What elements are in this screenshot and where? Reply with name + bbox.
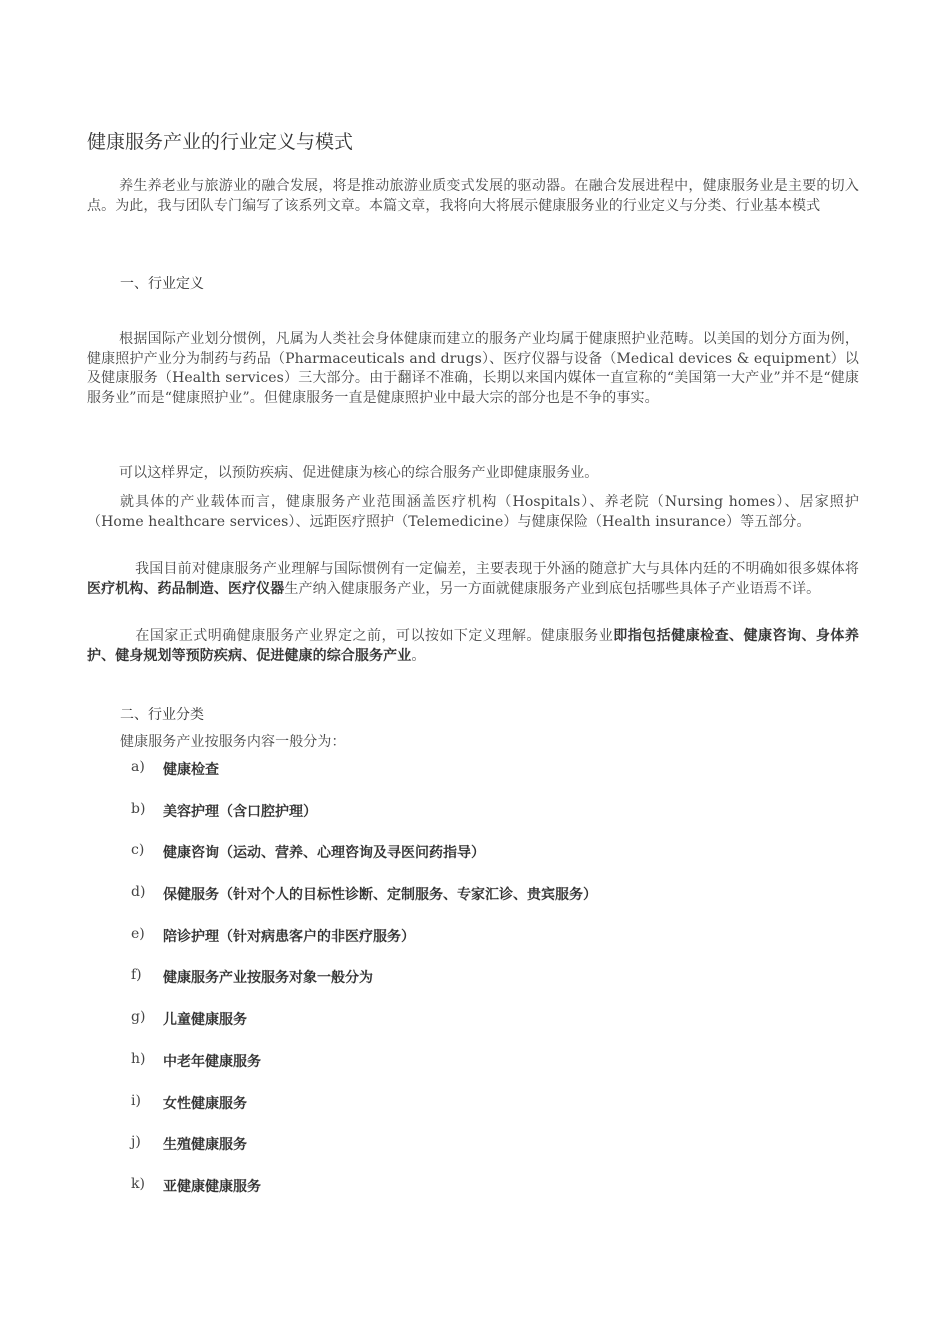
list-item-text: 女性健康服务 bbox=[163, 1095, 247, 1112]
list-marker: i) bbox=[131, 1092, 141, 1109]
list-item bbox=[131, 1134, 597, 1176]
classification-list bbox=[131, 759, 597, 1218]
definition-text-5a: 在国家正式明确健康服务产业界定之前，可以按如下定义理解。健康服务业 bbox=[135, 628, 614, 644]
list-item-text: 生殖健康服务 bbox=[163, 1137, 247, 1154]
list-marker: f) bbox=[131, 967, 142, 984]
definition-text-4c: 生产纳入健康服务产业，另一方面就健康服务产业到底包括哪些具体子产业语焉不详。 bbox=[284, 580, 821, 597]
list-item bbox=[131, 1093, 597, 1135]
list-item-text: 亚健康健康服务 bbox=[163, 1178, 261, 1195]
list-item-text: 美容护理（含口腔护理） bbox=[163, 803, 317, 820]
list-item bbox=[131, 842, 597, 884]
definition-text-3: 就具体的产业载体而言，健康服务产业范围涵盖医疗机构（Hospitals）、养老院（Nursing homes）、居家照护（Home healthcare services）、远距医疗照护（Telemedicine）与健康保险（Health insurance）等五部分。 bbox=[87, 494, 859, 530]
list-item bbox=[131, 1176, 597, 1218]
list-item bbox=[131, 884, 597, 926]
list-item-text: 儿童健康服务 bbox=[163, 1012, 247, 1029]
list-marker: c) bbox=[131, 842, 145, 859]
list-marker: h) bbox=[131, 1050, 146, 1067]
definition-text-4a: 我国目前对健康服务产业理解与国际惯例有一定偏差，主要表现于外涵的随意扩大与具体内廷的不明确如很多媒体将 bbox=[135, 561, 859, 577]
list-item bbox=[131, 1051, 597, 1093]
list-item-text: 中老年健康服务 bbox=[163, 1053, 261, 1070]
list-marker: k) bbox=[131, 1175, 145, 1192]
list-item bbox=[131, 801, 597, 843]
list-marker: j) bbox=[131, 1134, 141, 1151]
list-item-text: 健康咨询（运动、营养、心理咨询及寻医问药指导） bbox=[163, 845, 485, 862]
list-marker: a) bbox=[131, 759, 145, 775]
section-heading-classification: 二、行业分类 bbox=[120, 707, 204, 723]
definition-text-5c: 。 bbox=[411, 647, 426, 664]
page-title: 健康服务产业的行业定义与模式 bbox=[87, 131, 354, 153]
definition-paragraph-2 bbox=[87, 464, 859, 484]
list-marker: b) bbox=[131, 800, 146, 817]
list-item-text: 健康检查 bbox=[163, 762, 219, 778]
definition-text-5-bold: 即指包括健康检查、健康咨询、身体养护、健身规划等预防疾病、促进健康的综合服务产业 bbox=[87, 628, 859, 664]
definition-paragraph-5 bbox=[87, 627, 859, 666]
definition-text-2: 可以这样界定，以预防疾病、促进健康为核心的综合服务产业即健康服务业。 bbox=[119, 465, 599, 481]
section-heading-definition: 一、行业定义 bbox=[120, 276, 204, 292]
list-item bbox=[131, 759, 597, 801]
list-marker: d) bbox=[131, 884, 146, 901]
list-marker: e) bbox=[131, 925, 145, 942]
definition-paragraph-4 bbox=[87, 560, 859, 599]
list-item bbox=[131, 1009, 597, 1051]
definition-text-1: 根据国际产业划分惯例，凡属为人类社会身体健康而建立的服务产业均属于健康照护业范畴。以美国的划分方面为例，健康照护产业分为制药与药品（Pharmaceuticals and drugs）、医疗仪器与设备（Medical devices & equipment）以及健康服务（Health services）三大部分。由于翻译不准确，长期以来国内媒体一直宣称的“美国第一大产业”并不是“健康服务业”而是“健康照护业”。但健康服务一直是健康照护业中最大宗的部分也是不争的事实。 bbox=[87, 331, 859, 406]
list-item bbox=[131, 926, 597, 968]
definition-text-4-bold: 医疗机构、药品制造、医疗仪器 bbox=[87, 580, 285, 597]
classification-lead: 健康服务产业按服务内容一般分为： bbox=[120, 734, 346, 750]
list-item-text: 陪诊护理（针对病患客户的非医疗服务） bbox=[163, 928, 415, 945]
definition-paragraph-1 bbox=[87, 330, 859, 408]
list-item bbox=[131, 967, 597, 1009]
intro-paragraph bbox=[87, 177, 859, 216]
intro-text: 养生养老业与旅游业的融合发展，将是推动旅游业质变式发展的驱动器。在融合发展进程中，健康服务业是主要的切入点。为此，我与团队专门编写了该系列文章。本篇文章，我将向大将展示健康服务业的行业定义与分类、行业基本模式 bbox=[87, 178, 859, 214]
list-item-text: 健康服务产业按服务对象一般分为 bbox=[163, 970, 373, 987]
definition-paragraph-3 bbox=[87, 493, 859, 532]
list-item-text: 保健服务（针对个人的目标性诊断、定制服务、专家汇诊、贵宾服务） bbox=[163, 887, 597, 904]
list-marker: g) bbox=[131, 1009, 146, 1026]
